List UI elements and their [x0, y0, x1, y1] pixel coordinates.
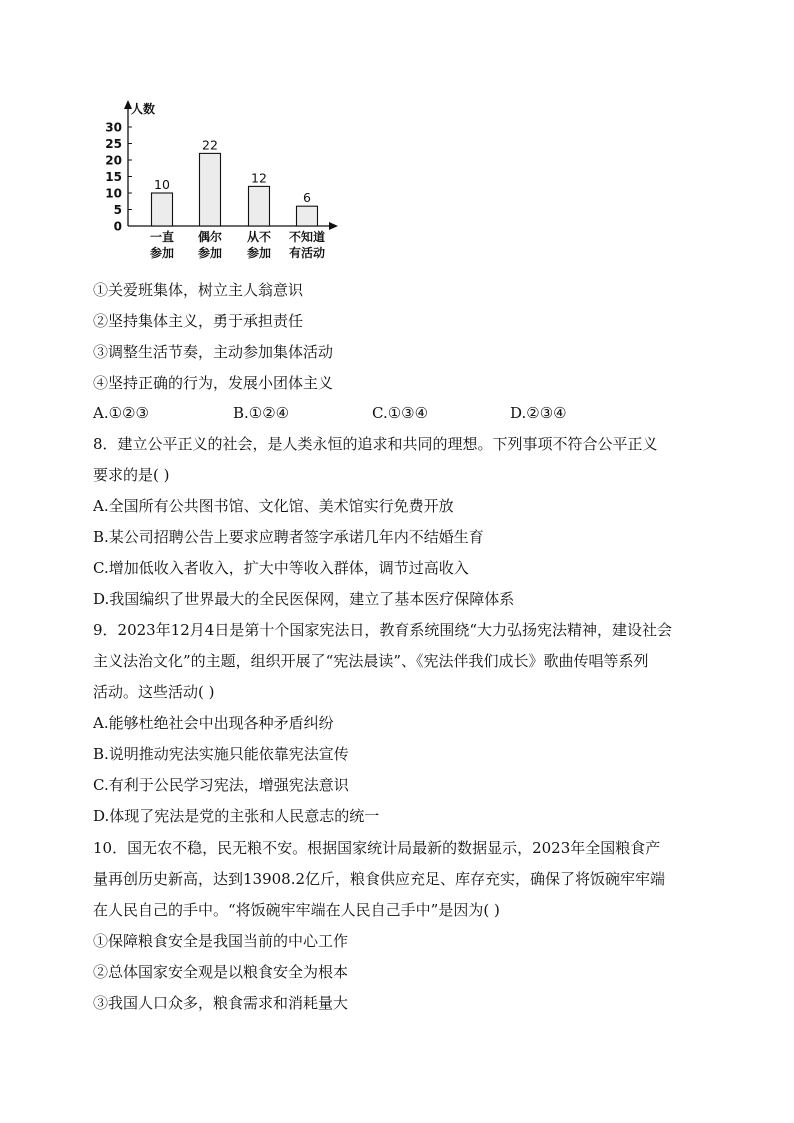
q7-statement: ②坚持集体主义，勇于承担责任 [93, 312, 304, 330]
q9-option-a[interactable]: A.能够杜绝社会中出现各种矛盾纠纷 [93, 714, 334, 732]
x-tick-label: 有活动 [288, 246, 326, 260]
q10-stem-line: 10．国无农不稳，民无粮不安。根据国家统计局最新的数据显示，2023年全国粮食产 [93, 839, 661, 857]
q7-statement: ①关爱班集体，树立主人翁意识 [93, 281, 304, 299]
x-tick-label: 偶尔 [197, 230, 223, 244]
q8-stem-line: 要求的是( ) [93, 466, 170, 484]
q7-option-a[interactable]: A.①②③ [93, 404, 149, 422]
bar [200, 153, 221, 226]
data-label: 22 [202, 137, 218, 153]
y-tick-label: 5 [113, 203, 122, 217]
bar [152, 193, 173, 226]
q8-stem-line: 8．建立公平正义的社会，是人类永恒的追求和共同的理想。下列事项不符合公平正义 [93, 435, 658, 453]
q10-statement: ②总体国家安全观是以粮食安全为根本 [93, 963, 349, 981]
q10-statement: ③我国人口众多，粮食需求和消耗量大 [93, 994, 349, 1012]
q8-option-b[interactable]: B.某公司招聘公告上要求应聘者签字承诺几年内不结婚生育 [93, 528, 484, 546]
q7-option-c[interactable]: C.①③④ [372, 404, 429, 422]
x-tick-label: 从不 [246, 230, 272, 244]
bar-chart-svg [100, 96, 350, 266]
q9-option-d[interactable]: D.体现了宪法是党的主张和人民意志的统一 [93, 807, 380, 825]
q9-option-c[interactable]: C.有利于公民学习宪法，增强宪法意识 [93, 776, 349, 794]
y-tick-label: 30 [105, 120, 122, 135]
q8-option-d[interactable]: D.我国编织了世界最大的全民医保网，建立了基本医疗保障体系 [93, 590, 515, 608]
x-tick-label: 参加 [197, 246, 223, 260]
q9-option-b[interactable]: B.说明推动宪法实施只能依靠宪法宣传 [93, 745, 349, 763]
x-tick-label: 参加 [149, 246, 175, 260]
y-tick-label: 20 [105, 153, 122, 168]
q9-stem-line: 主义法治文化”的主题，组织开展了“宪法晨读”、《宪法伴我们成长》歌曲传唱等系列 [93, 652, 649, 670]
q7-option-b[interactable]: B.①②④ [233, 404, 290, 422]
q10-stem-line: 量再创历史新高，达到13908.2亿斤，粮食供应充足、库存充实，确保了将饭碗牢牢端 [93, 870, 666, 888]
q7-statement: ③调整生活节奏，主动参加集体活动 [93, 343, 334, 361]
data-label: 6 [303, 190, 311, 206]
x-tick-label: 不知道 [288, 230, 326, 244]
y-tick-label: 25 [105, 137, 122, 151]
q10-statement: ①保障粮食安全是我国当前的中心工作 [93, 932, 349, 950]
q7-statement: ④坚持正确的行为，发展小团体主义 [93, 374, 334, 392]
q7-option-d[interactable]: D.②③④ [510, 404, 567, 422]
bar-chart [100, 96, 350, 266]
bar [249, 186, 270, 226]
data-label: 12 [251, 170, 267, 186]
x-axis-arrow [329, 222, 338, 230]
x-tick-label: 一直 [149, 230, 175, 244]
q9-stem-line: 9．2023年12月4日是第十个国家宪法日，教育系统围绕“大力弘扬宪法精神，建设社会 [93, 621, 673, 639]
x-tick-label: 参加 [246, 246, 272, 260]
bar [297, 206, 318, 226]
y-tick-label: 15 [105, 170, 122, 184]
y-tick-label: 10 [105, 186, 122, 201]
y-axis-label: 人数 [131, 102, 156, 116]
q8-option-a[interactable]: A.全国所有公共图书馆、文化馆、美术馆实行免费开放 [93, 497, 454, 515]
q10-stem-line: 在人民自己的手中。“将饭碗牢牢端在人民自己手中”是因为( ) [93, 901, 500, 919]
y-tick-label: 0 [113, 219, 122, 234]
q9-stem-line: 活动。这些活动( ) [93, 683, 215, 701]
data-label: 10 [154, 177, 170, 192]
q7-options [93, 404, 713, 424]
q8-option-c[interactable]: C.增加低收入者收入，扩大中等收入群体，调节过高收入 [93, 559, 469, 577]
